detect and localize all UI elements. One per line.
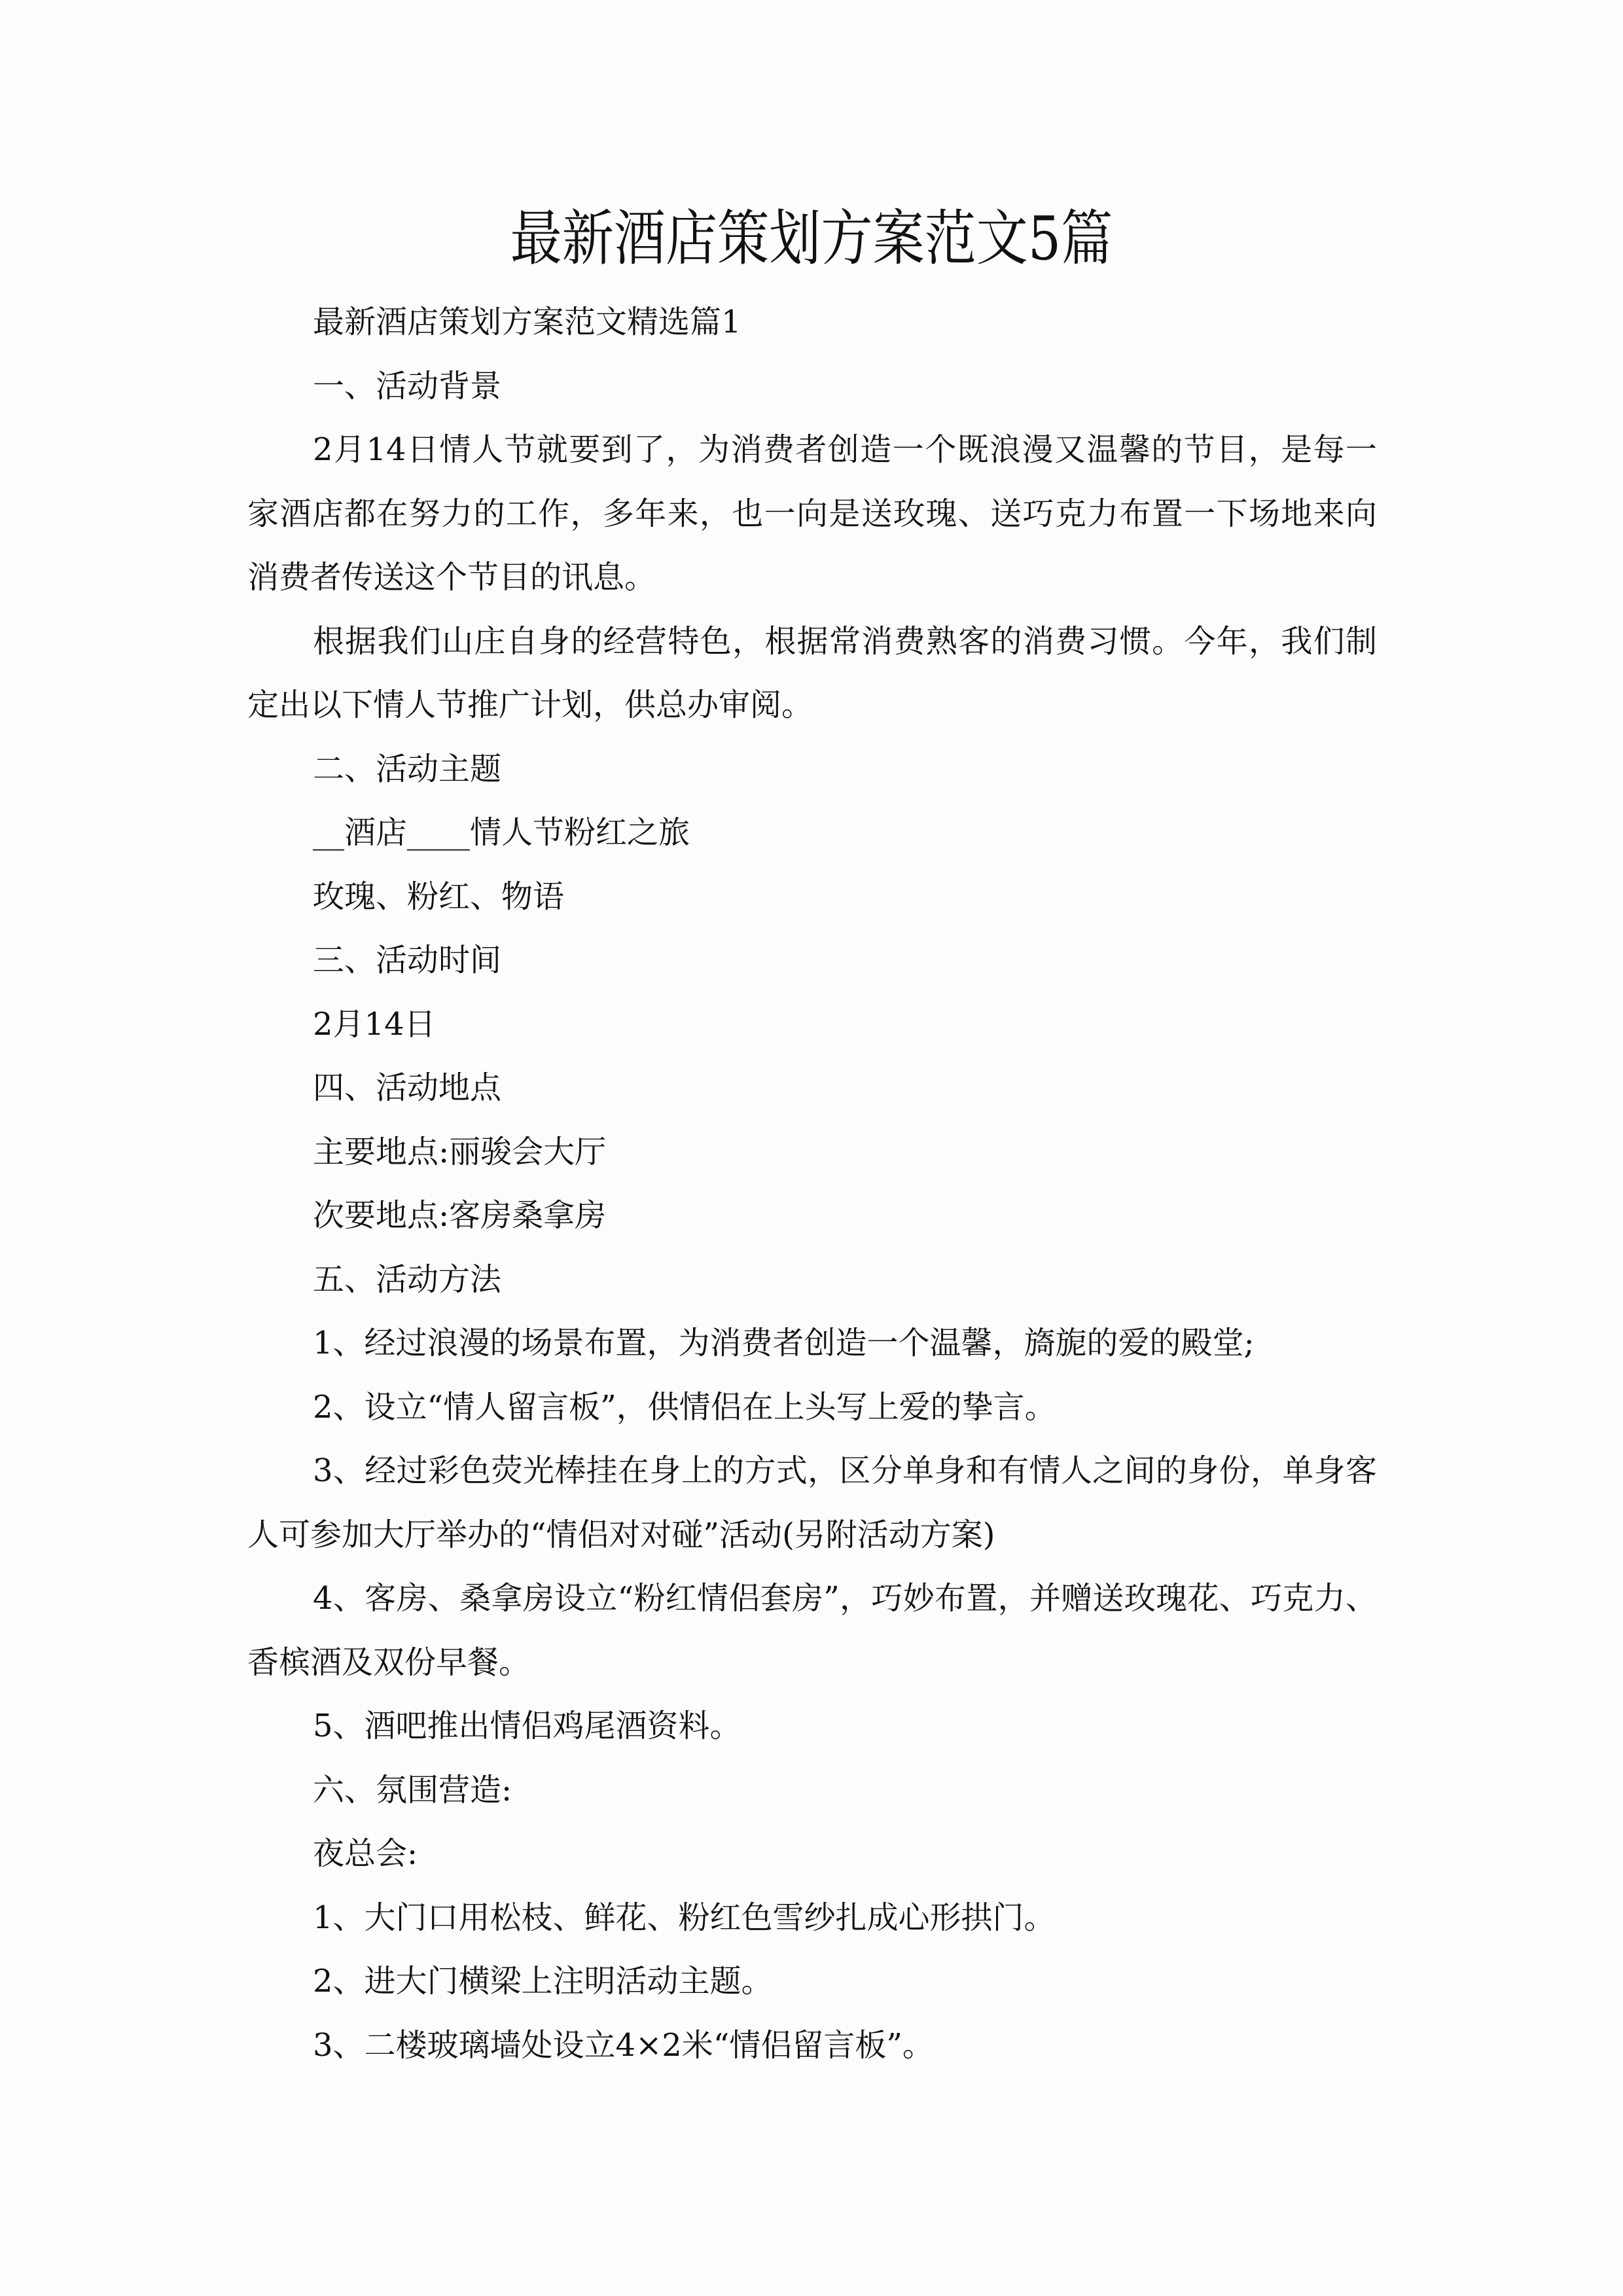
document-body [247,291,1377,2077]
paragraph-nightclub-label: 夜总会: [313,1835,418,1872]
list-item-atmosphere-3: 3、二楼玻璃墙处设立4×2米“情侣留言板”。 [313,2026,934,2064]
list-item-method-1: 1、经过浪漫的场景布置，为消费者创造一个温馨，旖旎的爱的殿堂; [313,1325,1255,1361]
heading-time: 三、活动时间 [313,942,502,978]
paragraph-primary-location: 主要地点:丽骏会大厅 [313,1133,607,1170]
paragraph-theme-name: __酒店____情人节粉红之旅 [313,814,690,851]
document-title: 最新酒店策划方案范文5篇 [510,204,1113,274]
paragraph-background-1: 2月14日情人节就要到了，为消费者创造一个既浪漫又温馨的节目，是每一家酒店都在努力的工作，多年来，也一向是送玫瑰、送巧克力布置一下场地来向消费者传送这个节目的讯息。 [247,431,1377,596]
list-item-method-5: 5、酒吧推出情侣鸡尾酒资料。 [313,1708,741,1744]
heading-background: 一、活动背景 [313,367,502,404]
list-item-method-2: 2、设立“情人留言板”，供情侣在上头写上爱的挚言。 [313,1388,1056,1426]
paragraph-theme-keywords: 玫瑰、粉红、物语 [313,878,565,915]
list-item-method-4: 4、客房、桑拿房设立“粉红情侣套房”，巧妙布置，并赠送玫瑰花、巧克力、香槟酒及双份早餐。 [247,1580,1377,1681]
section-subtitle: 最新酒店策划方案范文精选篇1 [313,304,741,340]
list-item-atmosphere-2: 2、进大门横梁上注明活动主题。 [313,1963,773,2000]
heading-atmosphere: 六、氛围营造: [313,1771,512,1808]
paragraph-background-2: 根据我们山庄自身的经营特色，根据常消费熟客的消费习惯。今年，我们制定出以下情人节推广计划，供总办审阅。 [247,622,1377,723]
heading-theme: 二、活动主题 [313,750,502,787]
paragraph-date: 2月14日 [313,1005,436,1043]
heading-method: 五、活动方法 [313,1261,502,1298]
list-item-method-3: 3、经过彩色荧光棒挂在身上的方式，区分单身和有情人之间的身份，单身客人可参加大厅举办的“情侣对对碰”活动(另附活动方案) [247,1452,1377,1553]
list-item-atmosphere-1: 1、大门口用松枝、鲜花、粉红色雪纱扎成心形拱门。 [313,1899,1056,1936]
heading-location: 四、活动地点 [313,1069,502,1106]
paragraph-secondary-location: 次要地点:客房桑拿房 [313,1197,607,1234]
